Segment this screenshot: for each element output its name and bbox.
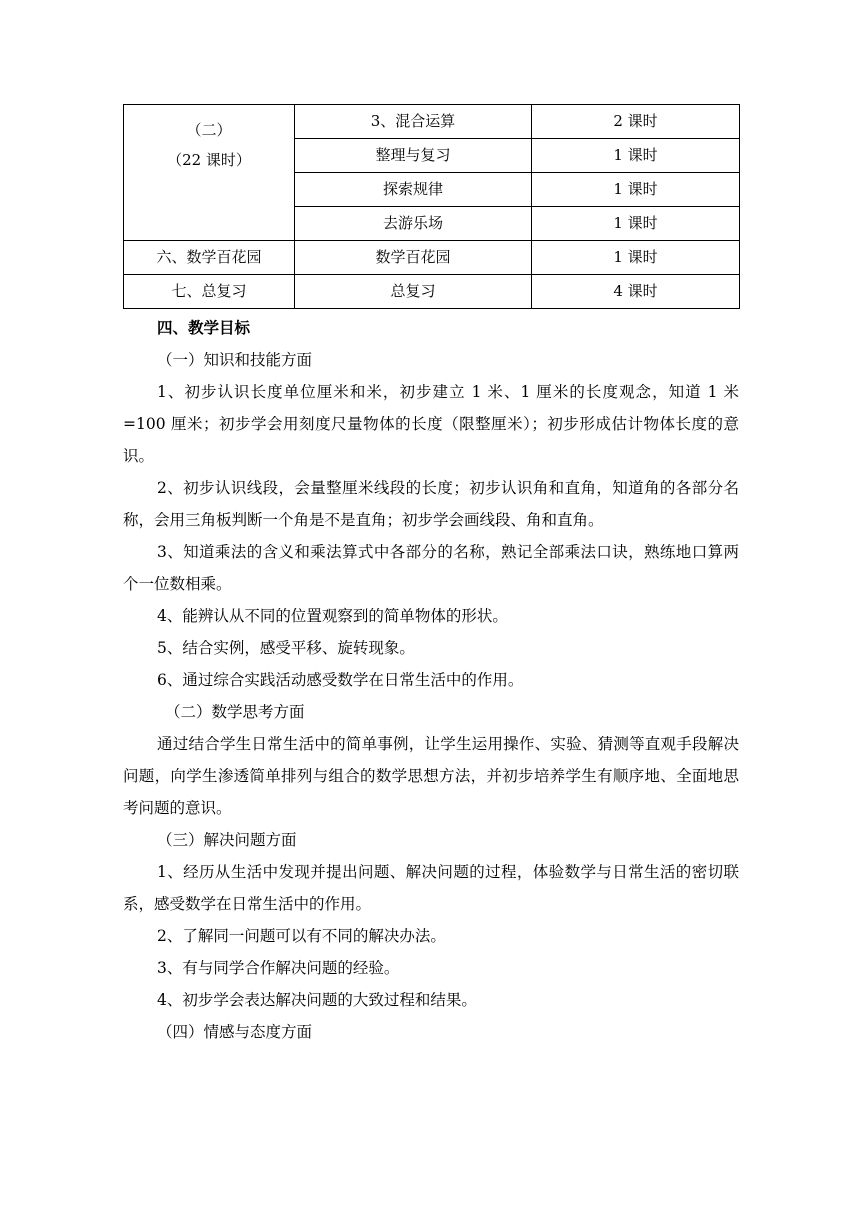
- unit-cell: 六、数学百花园: [124, 241, 295, 275]
- goal-item: 5、结合实例，感受平移、旋转现象。: [157, 639, 415, 657]
- content-cell: 总复习: [295, 275, 532, 309]
- subsection-heading-problem: （三）解决问题方面: [157, 831, 297, 849]
- goal-item: 2、了解同一问题可以有不同的解决办法。: [157, 927, 446, 945]
- goal-item: 4、初步学会表达解决问题的大致过程和结果。: [157, 991, 477, 1009]
- thinking-paragraph: 通过结合学生日常生活中的简单事例，让学生运用操作、实验、猜测等直观手段解决问题，向学生渗透简单排列与组合的数学思想方法，并初步培养学生有顺序地、全面地思考问题的意识。: [123, 735, 739, 817]
- hours-cell: 1 课时: [532, 241, 740, 275]
- content-cell: 探索规律: [295, 173, 532, 207]
- content-cell: 数学百花园: [295, 241, 532, 275]
- hours-cell: 1 课时: [532, 207, 740, 241]
- hours-cell: 2 课时: [532, 105, 740, 139]
- unit-cell: 七、总复习: [124, 275, 295, 309]
- table-row: [124, 275, 740, 309]
- goal-item: 3、有与同学合作解决问题的经验。: [157, 959, 400, 977]
- content-cell: 去游乐场: [295, 207, 532, 241]
- hours-cell: 1 课时: [532, 139, 740, 173]
- goal-item: 6、通过综合实践活动感受数学在日常生活中的作用。: [157, 671, 524, 689]
- unit-cell: [124, 105, 295, 241]
- goal-item: 1、初步认识长度单位厘米和米，初步建立 1 米、1 厘米的长度观念，知道 1 米=100 厘米；初步学会用刻度尺量物体的长度（限整厘米）；初步形成估计物体长度的意识。: [123, 383, 739, 465]
- unit-label: （二）: [186, 121, 232, 139]
- goal-item: 3、知道乘法的含义和乘法算式中各部分的名称，熟记全部乘法口诀，熟练地口算两个一位数相乘。: [123, 543, 739, 593]
- course-schedule-table: [123, 104, 740, 309]
- hours-cell: 1 课时: [532, 173, 740, 207]
- section-heading: 四、教学目标: [157, 318, 251, 337]
- subsection-heading-emotion: （四）情感与态度方面: [157, 1023, 313, 1041]
- hours-cell: 4 课时: [532, 275, 740, 309]
- table-row: [124, 241, 740, 275]
- table-row: [124, 105, 740, 139]
- goal-item: 4、能辨认从不同的位置观察到的简单物体的形状。: [157, 607, 508, 625]
- subsection-heading-thinking: （二）数学思考方面: [165, 703, 305, 721]
- teaching-goals-section: [123, 312, 739, 1048]
- content-cell: 整理与复习: [295, 139, 532, 173]
- unit-hours: （22 课时）: [167, 151, 251, 169]
- goal-item: 2、初步认识线段，会量整厘米线段的长度；初步认识角和直角，知道角的各部分名称，会用三角板判断一个角是不是直角；初步学会画线段、角和直角。: [123, 479, 739, 529]
- content-cell: 3、混合运算: [295, 105, 532, 139]
- goal-item: 1、经历从生活中发现并提出问题、解决问题的过程，体验数学与日常生活的密切联系，感受数学在日常生活中的作用。: [123, 863, 739, 913]
- subsection-heading-knowledge: （一）知识和技能方面: [157, 351, 313, 369]
